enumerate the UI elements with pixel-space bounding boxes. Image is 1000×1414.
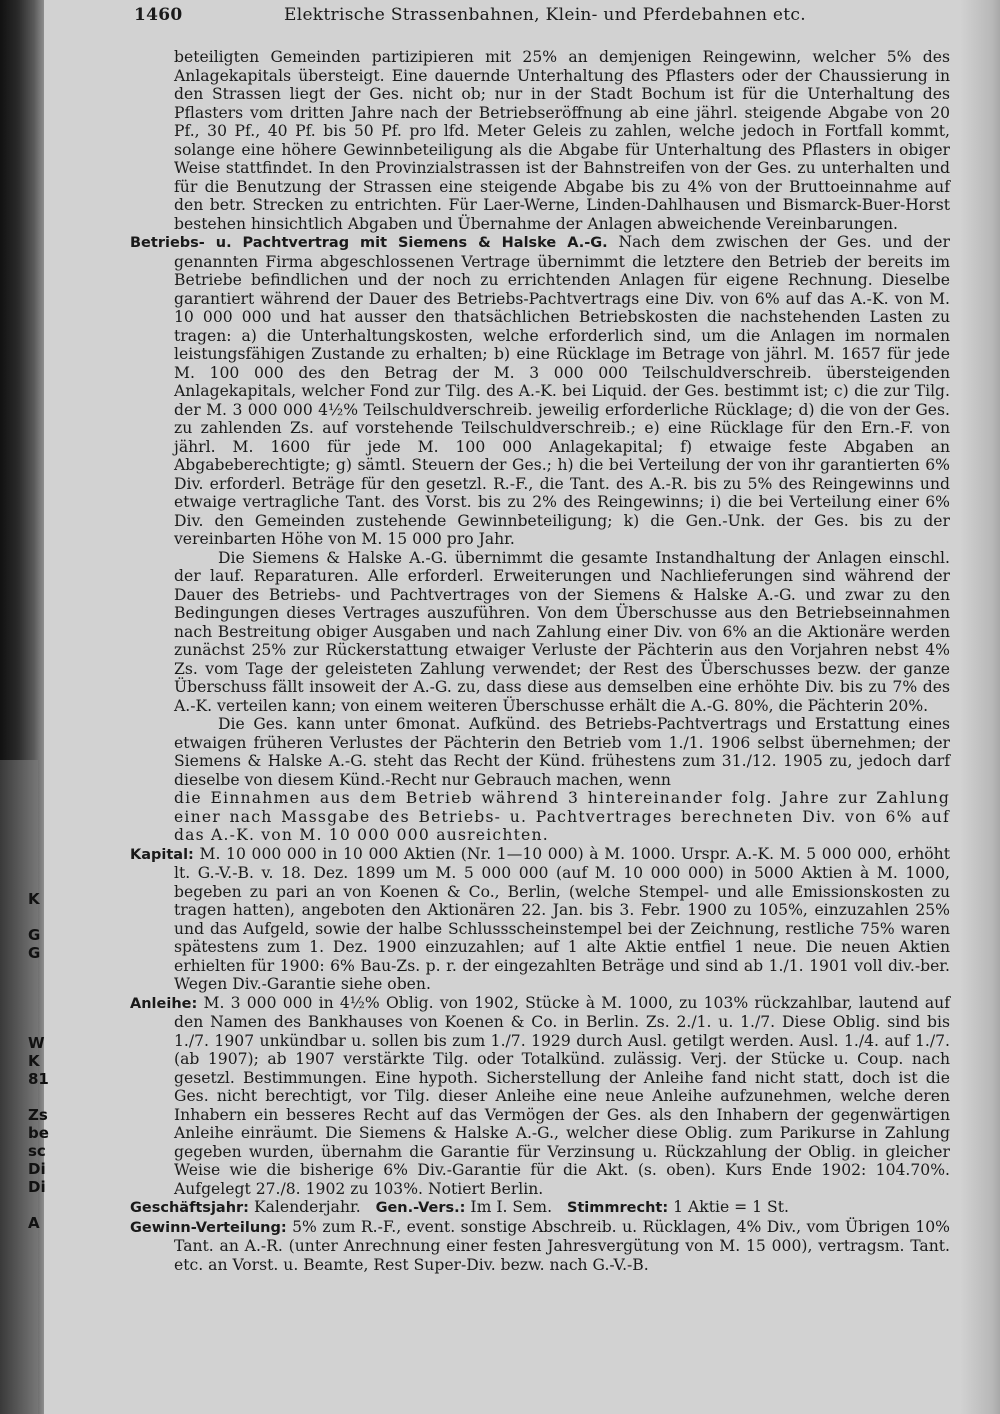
margin-fragment: sc: [28, 1142, 46, 1160]
anleihe-text: M. 3 000 000 in 4½% Oblig. von 1902, Stücke à M. 1000, zu 103% rückzahlbar, lautend auf den Namen des Bankhauses von Koenen & Co. in Berlin. Zs. 2./1. u. 1./7. Diese Oblig. sind bis 1./7. 1907 unkündbar u. sollen bis zum 1./7. 1929 durch Ausl. getilgt werden. Ausl. 1./4. auf 1./7. (ab 1907); ab 1907 verstärkte Tilg. oder Totalkünd. zulässig. Verj. der Stücke u. Coup. nach gesetzl. Bestimmungen. Eine hypoth. Sicherstellung der Anleihe fand nicht statt, doch ist die Ges. nicht berechtigt, vor Tilg. dieser Anleihe eine neue Anleihe aufzunehmen, welche deren Inhabern ein besseres Recht auf das Vermögen der Ges. als den Inhabern der gegenwärtigen Anleihe einräumt. Die Siemens & Halske A.-G., welcher diese Oblig. zum Parikurse in Zahlung gegeben wurden, übernahm die Garantie für Verzinsung u. Rückzahlung der Oblig. in gleicher Weise wie die bisherige 6% Div.-Garantie für die Akt. (s. oben). Kurs Ende 1902: 104.70%. Aufgelegt 27./8. 1902 zu 103%. Notiert Berlin.: [174, 993, 950, 1198]
gewinn-label: Gewinn-Verteilung:: [130, 1219, 287, 1236]
betriebsvertrag-para3a: Die Ges. kann unter 6monat. Aufkünd. des Betriebs-Pachtvertrags und Erstattung eines etwaigen früheren Verlustes der Pächterin den Betrieb vom 1./1. 1906 selbst übernehmen; der Siemens & Halske A.-G. steht das Recht der Künd. frühestens zum 31./12. 1905 zu, jedoch darf dieselbe von diesem Künd.-Recht nur Gebrauch machen, wenn: [174, 715, 950, 789]
stimmrecht-label: Stimmrecht:: [566, 1200, 669, 1216]
geschaeftsjahr-line: [130, 1198, 950, 1218]
margin-fragment: 81: [28, 1070, 49, 1088]
betriebsvertrag-section: [130, 233, 950, 549]
margin-fragment: Zs: [28, 1106, 48, 1124]
kapital-text: M. 10 000 000 in 10 000 Aktien (Nr. 1—10 000) à M. 1000. Urspr. A.-K. M. 5 000 000, erhöht lt. G.-V.-B. v. 18. Dez. 1899 um M. 5 000 000 (auf M. 10 000 000) in 5000 Aktien à M. 1000, begeben zu pari an von Koenen & Co., Berlin, (welche Stempel- und alle Emissionskosten zu tragen hatten), angeboten den Aktionären 22. Jan. bis 3. Febr. 1900 zu 105%, einzuzahlen 25% und das Aufgeld, sowie der halbe Schlussscheinstempel bei der Zeichnung, restliche 75% waren spätestens zum 1. Dez. 1900 einzuzahlen; auf 1 alte Aktie entfiel 1 neue. Die neuen Aktien erhielten für 1900: 6% Bau-Zs. p. r. der eingezahlten Beträge und sind ab 1./1. 1901 voll div.-ber. Wegen Div.-Garantie siehe oben.: [174, 844, 950, 993]
anleihe-label: Anleihe:: [130, 995, 198, 1012]
margin-fragment: K: [28, 1052, 40, 1070]
margin-fragment: G: [28, 944, 41, 962]
margin-fragment: Di: [28, 1160, 46, 1178]
betriebsvertrag-text: Nach dem zwischen der Ges. und der genannten Firma abgeschlossenen Vertrage übernimmt die letztere den Betrieb der bereits im Betriebe befindlichen und der noch zu errichtenden Anlagen für eigene Rechnung. Dieselbe garantiert während der Dauer des Betriebs-Pachtvertrags eine Div. von 6% auf das A.-K. von M. 10 000 000 und hat ausser den thatsächlichen Betriebskosten die nachstehenden Lasten zu tragen: a) die Unterhaltungskosten, welche erforderlich sind, um die Anlagen im normalen leistungsfähigen Zustande zu erhalten; b) eine Rücklage im Betrage von jährl. M. 1657 für jede M. 100 000 des den Betrag der M. 3 000 000 Teilschuldverschreib. übersteigenden Anlagekapitals, welcher Fond zur Tilg. des A.-K. bei Liquid. der Ges. bestimmt ist; c) die zur Tilg. der M. 3 000 000 4½% Teilschuldverschreib. jeweilig erforderliche Rücklage; d) die von der Ges. zu zahlenden Zs. auf vorstehende Teilschuldverschreib.; e) eine Rücklage für den Ern.-F. von jährl. M. 1600 für jede M. 100 000 Anlagekapital; f) etwaige feste Abgaben an Abgabeberechtigte; g) sämtl. Steuern der Ges.; h) die bei Verteilung der von ihr garantierten 6% Div. erforderl. Beträge für den gesetzl. R.-F., die Tant. des A.-R. bis zu 5% des Reingewinns und etwaige vertragliche Tant. des Vorst. bis zu 2% des Reingewinns; i) die bei Verteilung einer 6% Div. den Gemeinden zustehende Gewinnbeteiligung; k) die Gen.-Unk. der Ges. bis zu der vereinbarten Höhe von M. 15 000 pro Jahr.: [174, 233, 950, 548]
margin-fragment: K: [28, 890, 40, 908]
page-body: [130, 48, 950, 1274]
anleihe-section: [130, 994, 950, 1199]
betriebsvertrag-para3b: die Einnahmen aus dem Betrieb während 3 hintereinander folg. Jahre zur Zahlung einer nach Massgabe des Betriebs- u. Pachtvertrages berechneten Div. von 6% auf das A.-K. von M. 10 000 000 ausreichten.: [174, 789, 950, 844]
margin-fragment: G: [28, 926, 41, 944]
gewinn-text: 5% zum R.-F., event. sonstige Abschreib. u. Rücklagen, 4% Div., vom Übrigen 10% Tant. an A.-R. (unter Anrechnung einer festen Jahresvergütung von M. 15 000), vertragsm. Tant. etc. an Vorst. u. Beamte, Rest Super-Div. bezw. nach G.-V.-B.: [174, 1217, 950, 1274]
genvers-value: Im I. Sem.: [470, 1198, 553, 1216]
gewinn-section: [130, 1218, 950, 1275]
margin-fragments: [28, 890, 48, 1232]
margin-fragment: A: [28, 1214, 40, 1232]
stimmrecht-value: 1 Aktie = 1 St.: [673, 1198, 789, 1216]
margin-fragment: Di: [28, 1178, 46, 1196]
betriebsvertrag-para2: Die Siemens & Halske A.-G. übernimmt die gesamte Instandhaltung der Anlagen einschl. der lauf. Reparaturen. Alle erforderl. Erweiterungen und Nachlieferungen sind während der Dauer des Betriebs- und Pachtvertrages von der Siemens & Halske A.-G. und zwar zu den Bedingungen dieses Vertrages auszuführen. Von dem Überschusse aus den Betriebseinnahmen nach Bestreitung obiger Ausgaben und nach Zahlung einer Div. von 6% an die Aktionäre werden zunächst 25% zur Rückerstattung etwaiger Verluste der Pächterin aus den Vorjahren nebst 4% Zs. vom Tage der geleisteten Zahlung verwendet; der Rest des Überschusses bezw. der ganze Überschuss fällt insoweit der A.-G. zu, dass diese aus demselben eine erhöhte Div. bis zu 7% des A.-K. verteilen kann; von einem weiteren Überschusse erhält die A.-G. 80%, die Pächterin 20%.: [174, 548, 950, 715]
running-title: Elektrische Strassenbahnen, Klein- und Pferdebahnen etc.: [284, 5, 806, 25]
margin-fragment: W: [28, 1034, 45, 1052]
page-number: 1460: [134, 5, 183, 25]
betriebsvertrag-label: Betriebs- u. Pachtvertrag mit Siemens & Halske A.-G.: [130, 235, 608, 251]
kapital-label: Kapital:: [130, 846, 194, 863]
margin-fragment: be: [28, 1124, 49, 1142]
genvers-label: Gen.-Vers.:: [375, 1200, 466, 1216]
intro-paragraph: beteiligten Gemeinden partizipieren mit 25% an demjenigen Reingewinn, welcher 5% des Anlagekapitals übersteigt. Eine dauernde Unterhaltung des Pflasters oder der Chaussierung in den Strassen liegt der Ges. nicht ob; nur in der Stadt Bochum ist für die Unterhaltung des Pflasters vom dritten Jahre nach der Betriebseröffnung ab eine jährl. steigende Abgabe von 20 Pf., 30 Pf., 40 Pf. bis 50 Pf. pro lfd. Meter Geleis zu zahlen, welche jedoch in Fortfall kommt, solange eine höhere Gewinnbeteiligung als die Abgabe für Unterhaltung des Pflasters in obiger Weise stattfindet. In den Provinzialstrassen ist der Bahnstreifen von der Ges. zu unterhalten und für die Benutzung der Strassen eine steigende Abgabe bis zu 4% von der Bruttoeinnahme auf den betr. Strecken zu entrichten. Für Laer-Werne, Linden-Dahlhausen und Bismarck-Buer-Horst bestehen hinsichtlich Abgaben und Übernahme der Anlagen abweichende Vereinbarungen.: [174, 48, 950, 233]
kapital-section: [130, 845, 950, 994]
geschaeftsjahr-value: Kalenderjahr.: [253, 1198, 361, 1216]
geschaeftsjahr-label: Geschäftsjahr:: [130, 1200, 249, 1216]
page-right-edge: [960, 0, 1000, 1414]
